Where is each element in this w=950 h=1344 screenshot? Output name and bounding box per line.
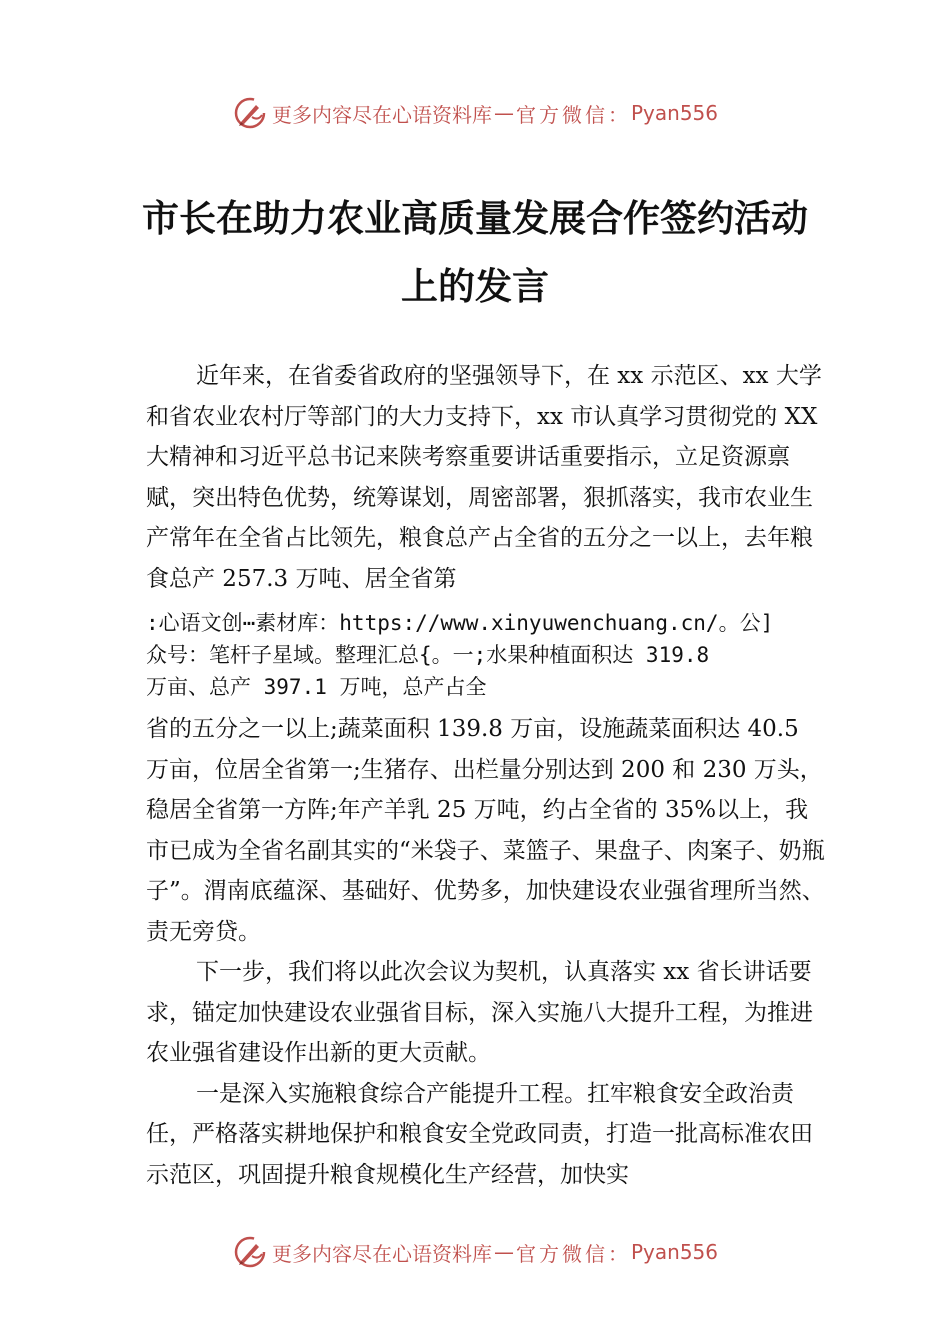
pen-logo-icon bbox=[232, 1234, 268, 1270]
paragraph: 省的五分之一以上;蔬菜面积 139.8 万亩，设施蔬菜面积达 40.5 万亩，位居全省第一;生猪存、出栏量分别达到 200 和 230 万头，稳居全省第一方阵;年产羊乳 25 万吨，约占全省的 35%以上，我市已成为全省名副其实的“米袋子、菜篮子、果盘子、肉案子、奶瓶子”。渭南底蕴深、基础好、优势多，加快建设农业强省理所当然、责无旁贷。 bbox=[146, 716, 825, 945]
pen-logo-icon bbox=[232, 95, 268, 131]
watermark-banner-top bbox=[0, 93, 950, 133]
watermark-separator: — bbox=[493, 1240, 514, 1264]
document-title-line-2: 上的发言 bbox=[401, 264, 549, 308]
inserted-text-line: 万亩、总产 397.1 万吨，总产占全 bbox=[146, 675, 487, 699]
watermark-wechat-label: 官方微信： bbox=[515, 102, 631, 127]
paragraph: 近年来，在省委省政府的坚强领导下，在 xx 示范区、xx 大学和省农业农村厅等部门的大力支持下，xx 市认真学习贯彻党的 XX 大精神和习近平总书记来陕考察重要讲话重要指示，立足资源禀赋，突出特色优势，统筹谋划，周密部署，狠抓落实，我市农业生产常年在全省占比领先，粮食总产占全省的五分之一以上，去年粮食总产 257.3 万吨、居全省第 bbox=[146, 363, 822, 592]
paragraph: 一是深入实施粮食综合产能提升工程。扛牢粮食安全政治责任，严格落实耕地保护和粮食安全党政同责，打造一批高标准农田示范区，巩固提升粮食规模化生产经营，加快实 bbox=[146, 1080, 813, 1188]
body-section-2 bbox=[146, 709, 826, 1195]
watermark-brand: 更多内容尽在心语资料库 bbox=[271, 1241, 492, 1266]
watermark-brand: 更多内容尽在心语资料库 bbox=[271, 102, 492, 127]
body-section-1 bbox=[146, 356, 826, 599]
inserted-text-line: 众号：笔杆子星域。整理汇总{。一;水果种植面积达 319.8 bbox=[146, 643, 710, 667]
document-title-line-1: 市长在助力农业高质量发展合作签约活动 bbox=[142, 196, 808, 240]
paragraph: 下一步，我们将以此次会议为契机，认真落实 xx 省长讲话要求，锚定加快建设农业强省目标，深入实施八大提升工程，为推进农业强省建设作出新的更大贡献。 bbox=[146, 959, 813, 1066]
inserted-text-block bbox=[146, 607, 836, 703]
watermark-banner-bottom bbox=[0, 1232, 950, 1272]
inserted-text-line: :心语文创⋯素材库：https://www.xinyuwenchuang.cn/。公] bbox=[146, 611, 774, 635]
watermark-wechat-label: 官方微信： bbox=[515, 1241, 631, 1266]
watermark-handle: Pyan556 bbox=[630, 101, 718, 125]
watermark-separator: — bbox=[493, 101, 514, 125]
watermark-handle: Pyan556 bbox=[630, 1240, 718, 1264]
